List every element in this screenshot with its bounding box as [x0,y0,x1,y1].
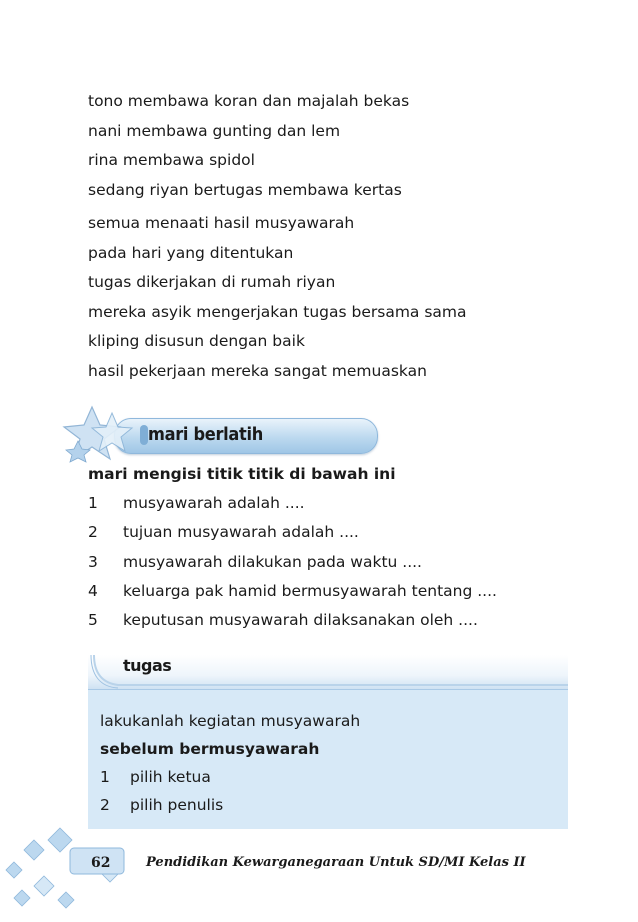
list-item [100,763,360,791]
item-text: musyawarah dilakukan pada waktu .... [123,552,422,571]
list-item [100,791,360,819]
item-text: musyawarah adalah .... [123,494,305,512]
item-number: 5 [88,611,98,630]
star-ornament-icon [62,403,152,463]
text-line: tono membawa koran dan majalah bekas [88,92,410,110]
task-box [88,655,568,829]
story-paragraph-1 [88,87,588,205]
list-item [88,518,588,547]
item-text: pilih ketua [130,768,211,786]
banner-pill-bullet [140,425,148,445]
list-item [88,548,588,577]
item-number: 1 [100,768,110,786]
text-line: hasil pekerjaan mereka sangat memuaskan [88,361,427,380]
exercise-list [88,460,588,635]
story-paragraph-2 [88,209,588,386]
item-text: pilih penulis [130,796,224,814]
item-text: keluarga pak hamid bermusyawarah tentang .... [123,581,497,600]
text-line: tugas dikerjakan di rumah riyan [88,273,336,291]
task-box-header [88,655,568,690]
item-number: 2 [88,523,98,542]
task-box-title: tugas [123,656,172,675]
text-line: nani membawa gunting dan lem [88,121,341,140]
exercise-heading: mari mengisi titik titik di bawah ini [88,465,396,483]
diamond-ornament-icon [0,826,140,916]
item-number: 4 [88,581,98,600]
text-line: sedang riyan bertugas membawa kertas [88,180,402,199]
page-number: 62 [91,855,111,871]
item-number: 2 [100,796,110,814]
task-box-content [100,707,360,819]
section-banner-latihan [62,403,322,463]
text-line: rina membawa spidol [88,151,255,169]
item-text: keputusan musyawarah dilaksanakan oleh .... [123,611,478,630]
item-text: tujuan musyawarah adalah .... [123,523,359,542]
list-item [88,577,588,606]
text-line: pada hari yang ditentukan [88,243,294,262]
section-title-latihan: mari berlatih [148,424,263,445]
text-line: semua menaati hasil musyawarah [88,214,355,232]
text-line: kliping disusun dengan baik [88,332,305,350]
item-number: 1 [88,494,98,512]
item-number: 3 [88,552,98,571]
list-item [88,489,588,518]
text-line: mereka asyik mengerjakan tugas bersama sama [88,302,467,321]
task-intro: lakukanlah kegiatan musyawarah [100,712,361,730]
task-heading: sebelum bermusyawarah [100,740,320,758]
list-item [88,606,588,635]
book-title: Pendidikan Kewarganegaraan Untuk SD/MI Kelas II [146,855,526,870]
